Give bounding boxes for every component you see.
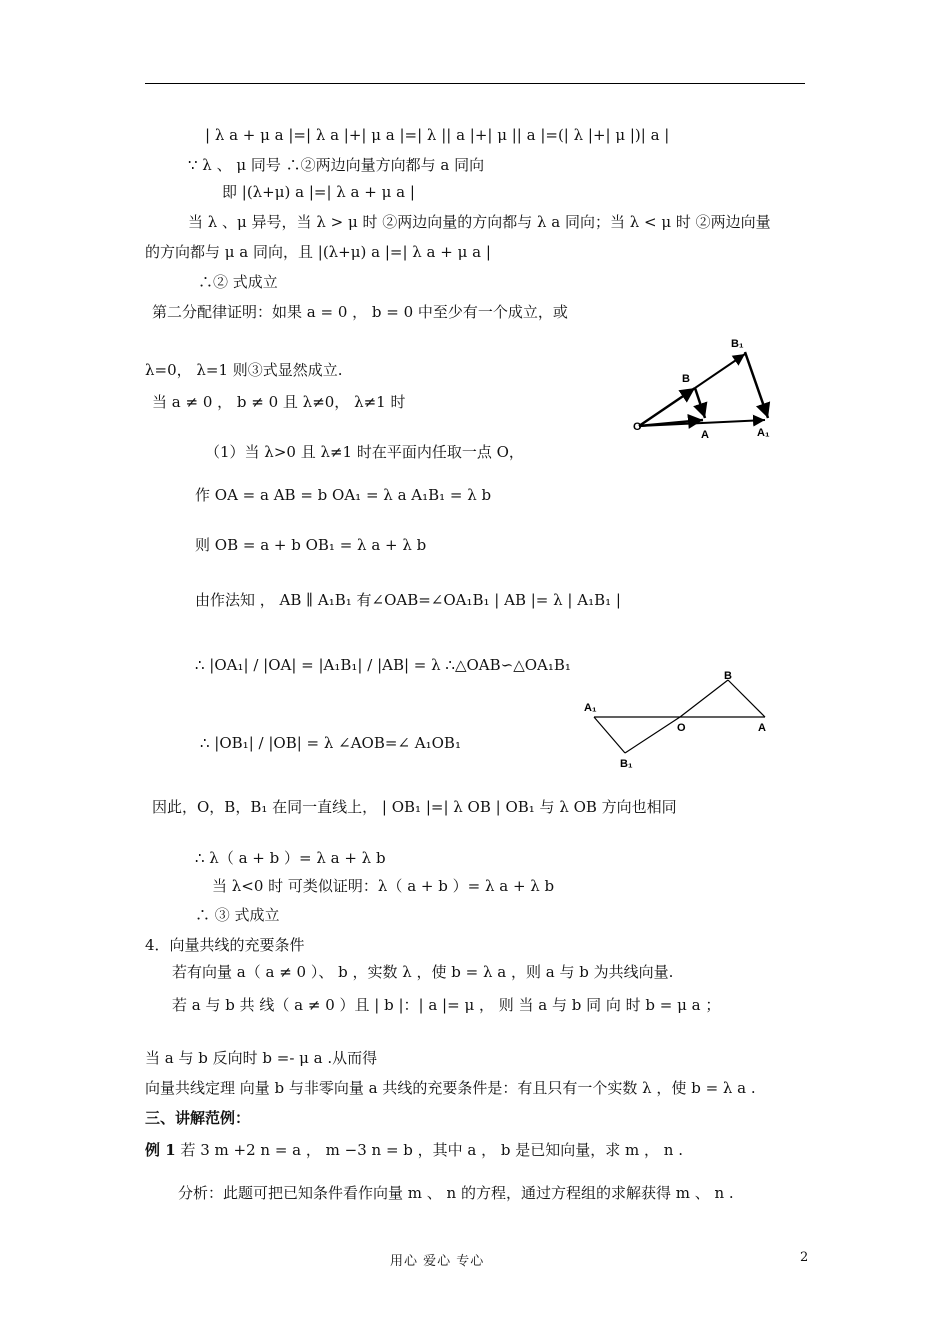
text-line-15: ∴ |OB₁| / |OB| = λ ∠AOB=∠ A₁OB₁ bbox=[200, 734, 461, 752]
text-line-26 bbox=[145, 1140, 683, 1160]
example-label: 例 1 bbox=[145, 1141, 176, 1159]
text-line-21: 若有向量 a（ a ≠ 0 ）、 b ，实数 λ ，使 b = λ a ，则 a 与 b 为共线向量. bbox=[172, 963, 674, 981]
text-line-27: 分析：此题可把已知条件看作向量 m 、 n 的方程，通过方程组的求解获得 m 、 n . bbox=[178, 1184, 734, 1202]
label-a: A bbox=[701, 429, 709, 440]
text-line-13: 由作法知 ， AB ∥ A₁B₁ 有∠OAB=∠OA₁B₁ | AB |= λ | A₁B₁ | bbox=[195, 591, 621, 609]
segment-bb1 bbox=[695, 354, 745, 388]
text-line-17: ∴ λ（ a + b ）= λ a + λ b bbox=[195, 849, 386, 867]
segment-a1b1 bbox=[745, 352, 768, 418]
label-a: A bbox=[758, 722, 766, 734]
text-line-16: 因此，O，B，B₁ 在同一直线上， | OB₁ |=| λ OB | OB₁ 与 λ OB 方向也相同 bbox=[152, 798, 677, 816]
page-footer bbox=[0, 1250, 950, 1270]
line-ba bbox=[728, 680, 765, 717]
text-line-4: 当 λ 、μ 异号，当 λ > μ 时 ②两边向量的方向都与 λ a 同向；当 λ < μ 时 ②两边向量 bbox=[188, 213, 771, 231]
line-b1o bbox=[625, 717, 680, 753]
page-number: 2 bbox=[800, 1250, 809, 1265]
text-line-1: | λ a + μ a |=| λ a |+| μ a |=| λ || a |+| μ || a |=(| λ |+| μ |)| a | bbox=[205, 126, 670, 144]
text-line-11: 作 OA = a AB = b OA₁ = λ a A₁B₁ = λ b bbox=[195, 486, 492, 504]
text-line-20: 4．向量共线的充要条件 bbox=[145, 936, 305, 954]
text-line-14: ∴ |OA₁| / |OA| = |A₁B₁| / |AB| = λ ∴△OAB∽△OA₁B₁ bbox=[195, 656, 571, 674]
label-a1: A₁ bbox=[584, 702, 597, 714]
figure-negative-lambda bbox=[580, 665, 780, 775]
text-line-7: 第二分配律证明：如果 a = 0 ， b = 0 中至少有一个成立，或 bbox=[152, 303, 568, 321]
text-line-24: 向量共线定理 向量 b 与非零向量 a 共线的充要条件是：有且只有一个实数 λ ，使 b = λ a . bbox=[145, 1079, 756, 1097]
text-line-23: 当 a 与 b 反向时 b =- μ a .从而得 bbox=[145, 1049, 378, 1067]
label-o: O bbox=[633, 421, 642, 433]
text-line-6: ∴② 式成立 bbox=[198, 273, 278, 291]
figure-similar-triangles bbox=[625, 330, 795, 440]
text-line-5: 的方向都与 μ a 同向，且 |(λ+μ) a |=| λ a + μ a | bbox=[145, 243, 491, 261]
text-line-10: （1）当 λ>0 且 λ≠1 时在平面内任取一点 O， bbox=[205, 443, 524, 461]
label-b: B bbox=[682, 373, 690, 385]
line-ob bbox=[680, 680, 728, 717]
section-heading: 三、讲解范例： bbox=[145, 1109, 251, 1127]
header-rule bbox=[145, 83, 805, 84]
label-b: B bbox=[724, 670, 732, 682]
example-text: 若 3 m +2 n = a ， m −3 n = b ，其中 a ， b 是已知向量，求 m ， n . bbox=[180, 1141, 683, 1159]
text-line-18: 当 λ<0 时 可类似证明：λ（ a + b ）= λ a + λ b bbox=[212, 877, 555, 895]
text-line-22: 若 a 与 b 共 线（ a ≠ 0 ）且 | b |：| a |= μ ， 则 当 a 与 b 同 向 时 b = μ a ； bbox=[172, 996, 721, 1014]
line-a1b1 bbox=[594, 717, 625, 753]
text-line-9: 当 a ≠ 0 ， b ≠ 0 且 λ≠0， λ≠1 时 bbox=[152, 393, 406, 411]
footer-text: 用心 爱心 专心 bbox=[390, 1254, 485, 1269]
text-line-19: ∴ ③ 式成立 bbox=[195, 906, 280, 924]
label-o: O bbox=[677, 722, 686, 734]
label-b1: B₁ bbox=[620, 758, 633, 770]
text-line-12: 则 OB = a + b OB₁ = λ a + λ b bbox=[195, 536, 427, 554]
label-a1: A₁ bbox=[757, 427, 770, 439]
segment-ab bbox=[695, 388, 705, 418]
text-line-8: λ=0， λ=1 则③式显然成立. bbox=[145, 361, 343, 379]
text-line-2: ∵ λ 、 μ 同号 ∴②两边向量方向都与 a 同向 bbox=[188, 156, 485, 174]
text-line-3: 即 |(λ+μ) a |=| λ a + μ a | bbox=[222, 183, 415, 201]
label-b1: B₁ bbox=[731, 338, 744, 350]
